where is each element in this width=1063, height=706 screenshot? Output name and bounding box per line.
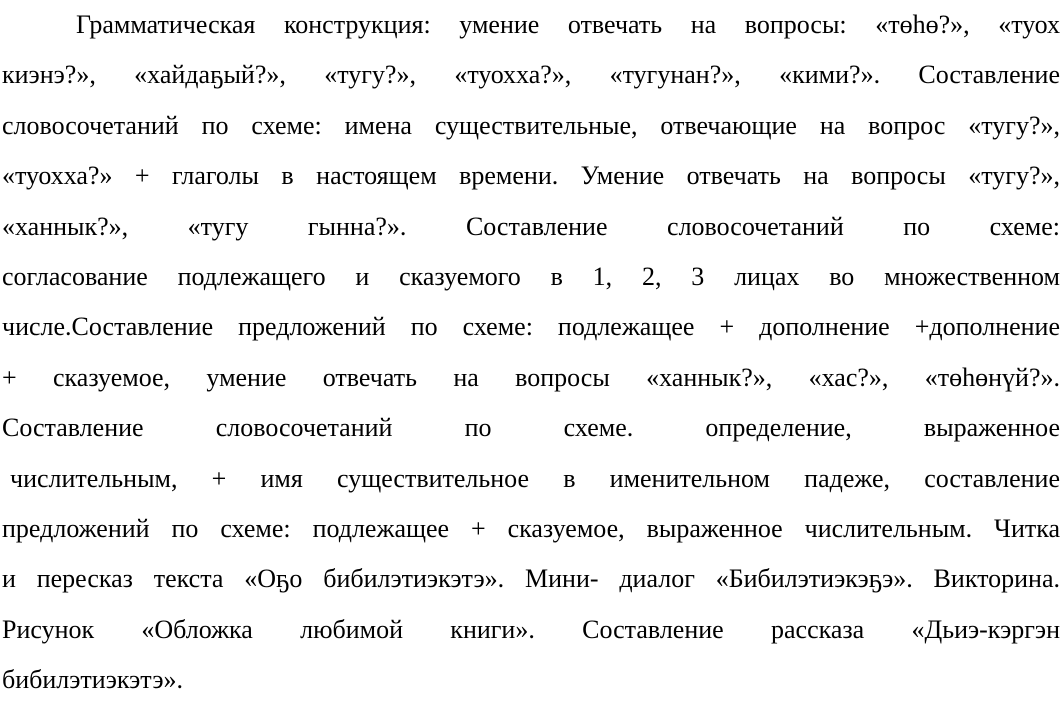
text-line-5: «ханнык?», «тугу гынна?». Составление словосочетаний по схеме: bbox=[2, 211, 1060, 241]
text-line-9: Составление словосочетаний по схеме. определение, выраженное bbox=[2, 413, 1060, 443]
text-line-8: + сказуемое, умение отвечать на вопросы «ханнык?», «хас?», «төһөнүй?». bbox=[2, 362, 1060, 392]
text-line-2: киэнэ?», «хайдаҕый?», «тугу?», «туохха?», «тугунан?», «кими?». Составление bbox=[2, 60, 1060, 90]
text-line-13: Рисунок «Обложка любимой книги». Составление рассказа «Дьиэ-кэргэн bbox=[2, 614, 1060, 644]
text-line-12: и пересказ текста «Оҕо бибилэтиэкэтэ». Мини- диалог «Бибилэтиэкэҕэ». Викторина. bbox=[2, 564, 1060, 594]
text-line-7: числе.Составление предложений по схеме: подлежащее + дополнение +дополнение bbox=[2, 312, 1060, 342]
text-line-4: «туохха?» + глаголы в настоящем времени. Умение отвечать на вопросы «тугу?», bbox=[2, 161, 1060, 191]
text-line-1: Грамматическая конструкция: умение отвечать на вопросы: «төһө?», «туох bbox=[76, 10, 1060, 39]
text-line-14: бибилэтиэкэтэ». bbox=[2, 665, 183, 695]
text-line-10: числительным, + имя существительное в именительном падеже, составление bbox=[10, 463, 1060, 493]
text-line-3: словосочетаний по схеме: имена существительные, отвечающие на вопрос «тугу?», bbox=[2, 110, 1060, 140]
text-line-6: согласование подлежащего и сказуемого в 1, 2, 3 лицах во множественном bbox=[2, 261, 1060, 291]
text-line-11: предложений по схеме: подлежащее + сказуемое, выраженное числительным. Читка bbox=[2, 513, 1060, 543]
